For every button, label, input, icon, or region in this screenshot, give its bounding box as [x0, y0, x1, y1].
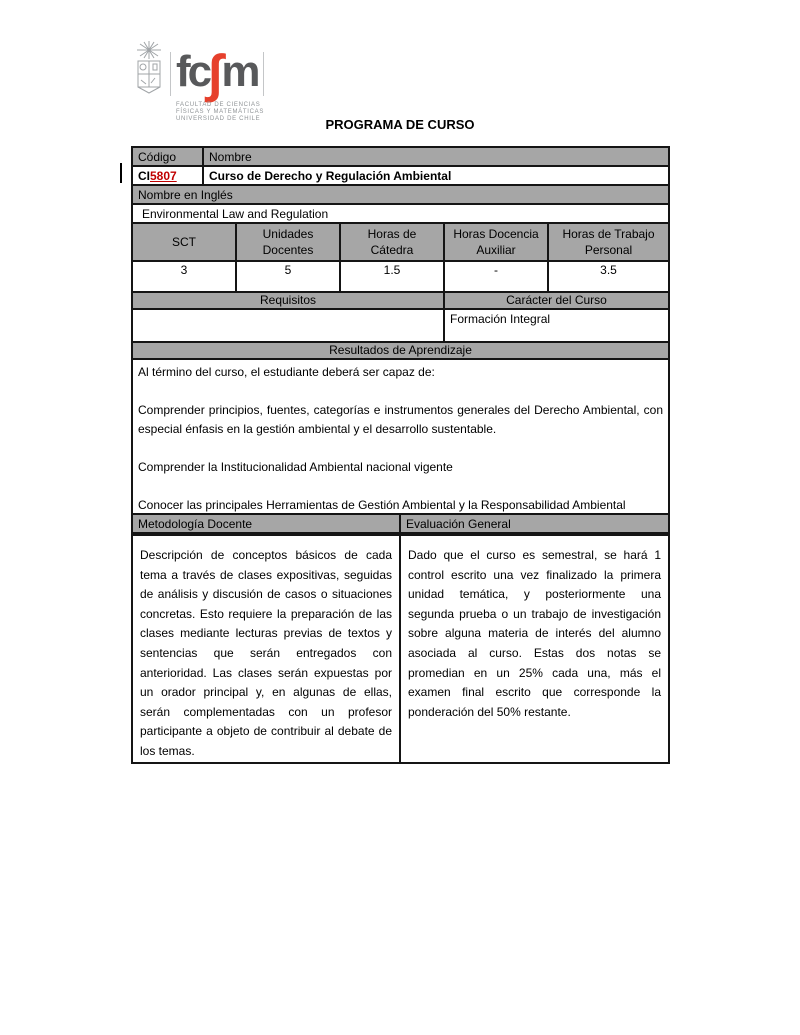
horas-catedra-header-cell: Horas de Cátedra: [340, 223, 444, 261]
requisitos-value-cell: [132, 309, 444, 342]
caracter-header-cell: Carácter del Curso: [444, 292, 669, 309]
english-name-cell: Environmental Law and Regulation: [132, 204, 669, 223]
resultados-intro: Al término del curso, el estudiante deberá ser capaz de:: [138, 365, 435, 379]
change-bar: [120, 163, 122, 183]
resultados-paragraph-3: Conocer las principales Herramientas de Gestión Ambiental y la Responsabilidad Ambiental: [138, 498, 626, 512]
resultados-paragraph-1: Comprender principios, fuentes, categorías e instrumentos generales del Derecho Ambiental, con especial énfasis en la gestión ambiental y el desarrollo sustentable.: [138, 403, 663, 436]
course-code-table: [131, 146, 670, 224]
unidades-docentes-value-cell: 5: [236, 261, 340, 292]
caracter-value-cell: Formación Integral: [444, 309, 669, 342]
codigo-header-cell: Código: [132, 147, 203, 166]
horas-trabajo-personal-value-cell: 3.5: [548, 261, 669, 292]
course-info-table: [131, 146, 670, 536]
sct-value-cell: 3: [132, 261, 236, 292]
resultados-body-cell: [132, 359, 669, 535]
nombre-ingles-header-cell: Nombre en Inglés: [132, 185, 669, 204]
sct-header-cell: SCT: [132, 223, 236, 261]
wordmark-m: m: [221, 47, 258, 96]
university-crest-icon: [134, 40, 164, 96]
resultados-header-cell: Resultados de Aprendizaje: [132, 342, 669, 359]
page-title: PROGRAMA DE CURSO: [325, 117, 475, 132]
learning-outcomes-table: [131, 341, 670, 536]
course-code-prefix: CI: [138, 168, 150, 183]
metodologia-body-cell: [132, 533, 400, 763]
evaluacion-text: Dado que el curso es semestral, se hará 1 control escrito una vez finalizado la primera unidad temática, y posteriormente una segunda prueba o un trabajo de investigación sobre alguna materia de interés del alumno asociada al curso. Estas dos notas se promedian en un 25% cada una, más el examen final escrito que corresponde la ponderación del 50% restante.: [408, 548, 661, 719]
horas-docencia-auxiliar-value-cell: -: [444, 261, 548, 292]
methodology-evaluation-table: [131, 513, 670, 764]
horas-docencia-auxiliar-header-cell: Horas Docencia Auxiliar: [444, 223, 548, 261]
nombre-header-cell: Nombre: [203, 147, 669, 166]
wordmark-red-f-icon: ∫: [208, 45, 223, 103]
caption-line-1: FACULTAD DE CIENCIAS: [176, 102, 261, 108]
unidades-docentes-header-cell: Unidades Docentes: [236, 223, 340, 261]
metodologia-text: Descripción de conceptos básicos de cada tema a través de clases expositivas, seguidas de análisis y discusión de casos o situaciones concretas. Esto requiere la preparación de las clases mediante lecturas previas de textos y sentencias que serán entregados con anterioridad. Las clases serán expuestas por un orador principal y, en algunas de ellas, serán complementadas con un profesor participante a objeto de contribuir al debate de los temas.: [140, 548, 392, 758]
requisitos-header-cell: Requisitos: [132, 292, 444, 309]
wordmark-fc: fc: [176, 47, 210, 96]
horas-catedra-value-cell: 1.5: [340, 261, 444, 292]
course-code-number: 5807: [150, 168, 177, 183]
course-code-cell: [132, 166, 203, 185]
caption-line-2: FÍSICAS Y MATEMÁTICAS: [176, 109, 265, 115]
hours-table: [131, 222, 670, 343]
evaluacion-body-cell: [400, 533, 669, 763]
evaluacion-header-cell: Evaluación General: [400, 514, 669, 533]
metodologia-header-cell: Metodología Docente: [132, 514, 400, 533]
fcfm-logo: [134, 40, 264, 123]
resultados-paragraph-2: Comprender la Institucionalidad Ambiental nacional vigente: [138, 460, 453, 474]
caption-line-3: UNIVERSIDAD DE CHILE: [176, 116, 261, 122]
horas-trabajo-personal-header-cell: Horas de Trabajo Personal: [548, 223, 669, 261]
course-name-cell: Curso de Derecho y Regulación Ambiental: [203, 166, 669, 185]
fcfm-wordmark: [170, 45, 264, 103]
